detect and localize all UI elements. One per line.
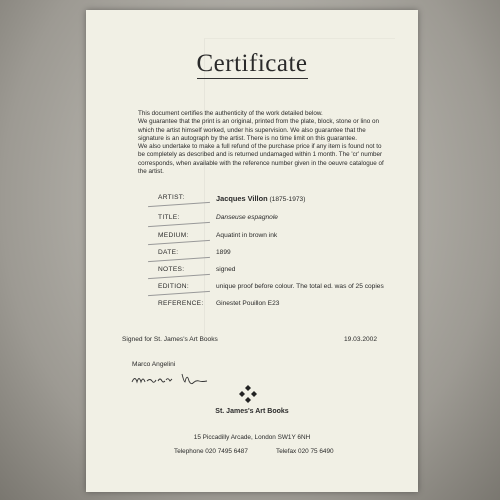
signed-date: 19.03.2002 <box>344 336 378 343</box>
detail-row-artist <box>86 194 418 206</box>
intro-paragraph-2: We guarantee that the print is an original, printed from the plate, block, stone or lino on which the artist himself worked, under his supervision. We also guarantee that the signature is an autograph by the artist. There is no time limit on this guarantee. <box>138 118 380 142</box>
title-label: TITLE: <box>158 214 180 221</box>
artist-value <box>216 194 305 203</box>
detail-row-notes <box>86 266 418 278</box>
certificate-intro <box>138 110 388 176</box>
date-value: 1899 <box>216 249 231 256</box>
publisher-name: St. James's Art Books <box>215 408 289 415</box>
detail-row-medium <box>86 232 418 244</box>
notes-value: signed <box>216 266 236 273</box>
certificate-page <box>86 10 418 492</box>
artist-dates: (1875-1973) <box>269 196 306 203</box>
four-diamond-logo-icon <box>238 384 258 409</box>
detail-row-date <box>86 249 418 261</box>
reference-label: REFERENCE: <box>158 300 204 307</box>
artist-name: Jacques Villon <box>216 194 268 203</box>
intro-paragraph-3: We also undertake to make a full refund of the purchase price if any item is found not to be completely as described and is returned undamaged within 1 month. The 'cr' number corresponds, when available with the reference number given in the oeuvre catalogue of the artist. <box>138 143 384 176</box>
detail-row-title <box>86 214 418 226</box>
medium-value: Aquatint in brown ink <box>216 232 278 239</box>
date-label: DATE: <box>158 249 179 256</box>
artist-label: ARTIST: <box>158 194 185 201</box>
medium-label: MEDIUM: <box>158 232 189 239</box>
handwritten-signature-icon <box>130 370 210 393</box>
title-value: Danseuse espagnole <box>216 214 278 221</box>
detail-row-edition <box>86 283 418 295</box>
reference-value: Ginestet Pouillon E23 <box>216 300 280 307</box>
publisher-telefax: Telefax 020 75 6490 <box>276 448 334 455</box>
publisher-address: 15 Piccadilly Arcade, London SW1Y 6NH <box>193 434 311 441</box>
notes-label: NOTES: <box>158 266 185 273</box>
edition-label: EDITION: <box>158 283 189 290</box>
certificate-title: Certificate <box>196 50 308 77</box>
intro-paragraph-1: This document certifies the authenticity of the work detailed below. <box>138 110 323 117</box>
detail-row-reference <box>86 300 418 312</box>
signer-name: Marco Angelini <box>132 361 176 368</box>
publisher-telephone: Telephone 020 7495 6487 <box>174 448 248 455</box>
edition-value: unique proof before colour. The total ed. was of 25 copies <box>216 283 384 290</box>
signed-for-text: Signed for St. James's Art Books <box>122 336 218 343</box>
